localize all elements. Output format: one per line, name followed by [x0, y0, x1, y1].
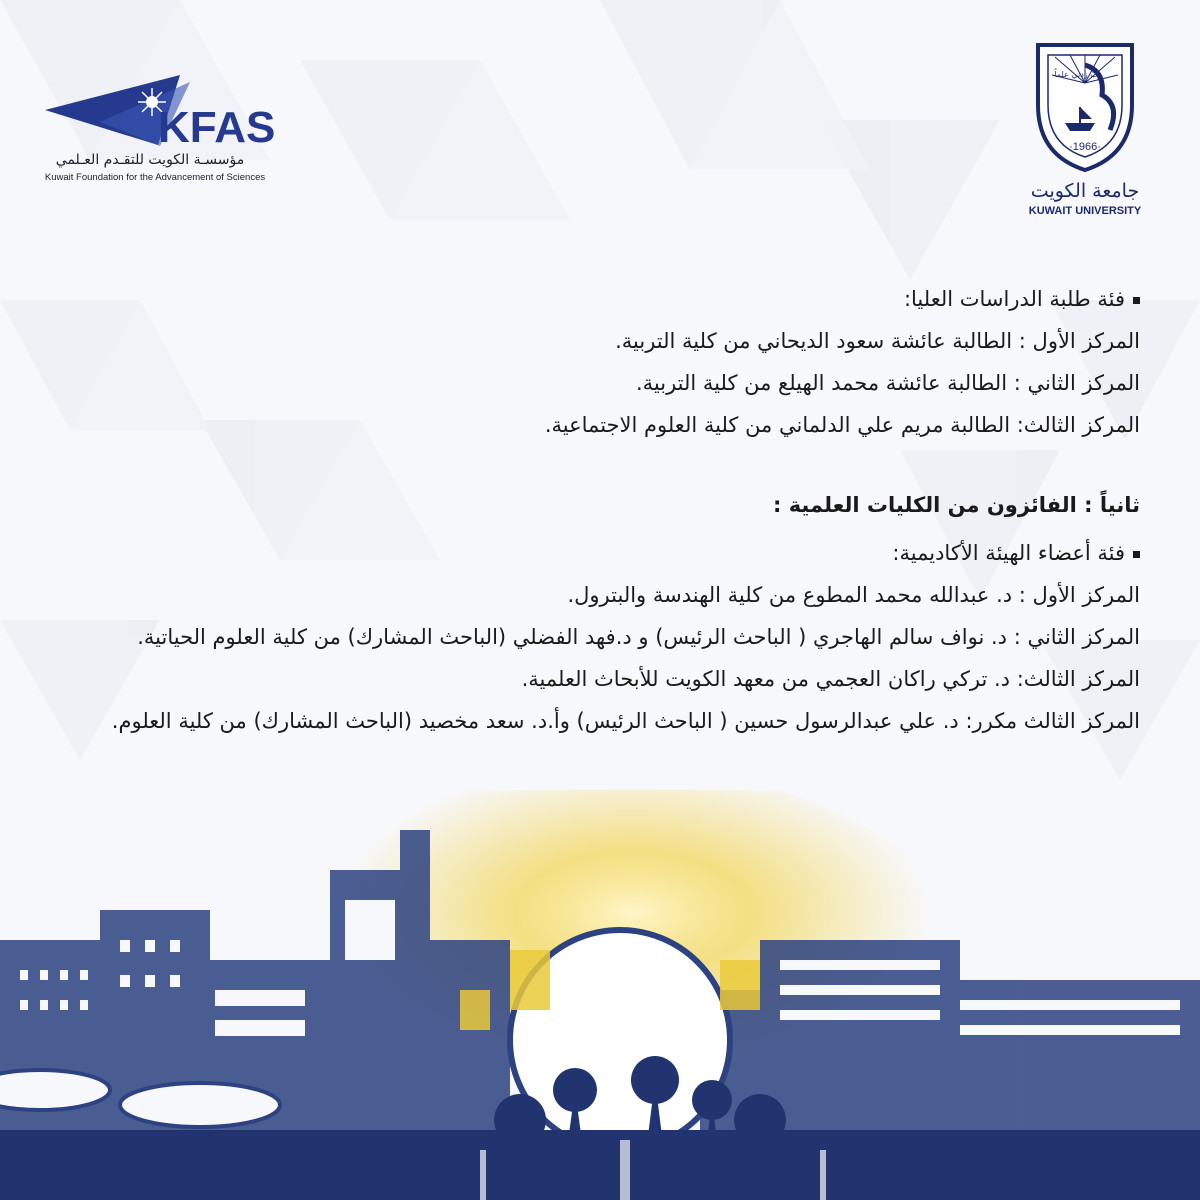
- kfas-name-arabic: مؤسسـة الكويت للتقـدم العـلمي: [55, 152, 245, 168]
- science-heading: ثانياً : الفائزون من الكليات العلمية :: [772, 493, 1140, 517]
- winner-line: المركز الثاني : الطالبة عائشة محمد الهيلع من كلية التربية.: [635, 371, 1140, 395]
- winner-line: المركز الأول : د. عبدالله محمد المطوع من كلية الهندسة والبترول.: [567, 583, 1140, 607]
- winners-content: [40, 278, 1140, 742]
- grad-category-label: فئة طلبة الدراسات العليا:: [903, 287, 1125, 311]
- winner-line: المركز الثالث: الطالبة مريم علي الدلماني من كلية العلوم الاجتماعية.: [544, 413, 1140, 437]
- ku-name-arabic: جامعة الكويت: [1030, 180, 1140, 202]
- seal-year: ·1966·: [1069, 141, 1101, 153]
- faculty-category-label: فئة أعضاء الهيئة الأكاديمية:: [892, 541, 1125, 565]
- kfas-name-english: Kuwait Foundation for the Advancement of Sciences: [44, 172, 266, 183]
- kfas-logo-text: KFAS: [158, 103, 276, 152]
- ku-name-english: KUWAIT UNIVERSITY: [1028, 205, 1142, 217]
- grad-category: [40, 278, 1140, 320]
- winner-line: المركز الأول : الطالبة عائشة سعود الديحاني من كلية التربية.: [615, 329, 1140, 353]
- winner-line: المركز الثالث مكرر: د. علي عبدالرسول حسين ( الباحث الرئيس) وأ.د. سعد مخصيد (الباحث المشارك) من كلية العلوم.: [111, 709, 1140, 733]
- bullet-icon: [1133, 551, 1140, 558]
- kuwait-university-seal: [1030, 35, 1140, 175]
- winner-line: المركز الثالث: د. تركي راكان العجمي من معهد الكويت للأبحاث العلمية.: [521, 667, 1140, 691]
- campus-illustration: [0, 790, 1200, 1200]
- winner-line: المركز الثاني : د. نواف سالم الهاجري ( الباحث الرئيس) و د.فهد الفضلي (الباحث المشارك) من كلية العلوم الحياتية.: [137, 625, 1140, 649]
- bullet-icon: [1133, 297, 1140, 304]
- faculty-category: [40, 532, 1140, 574]
- seal-motto: ربّ زدني علماً: [1054, 70, 1102, 79]
